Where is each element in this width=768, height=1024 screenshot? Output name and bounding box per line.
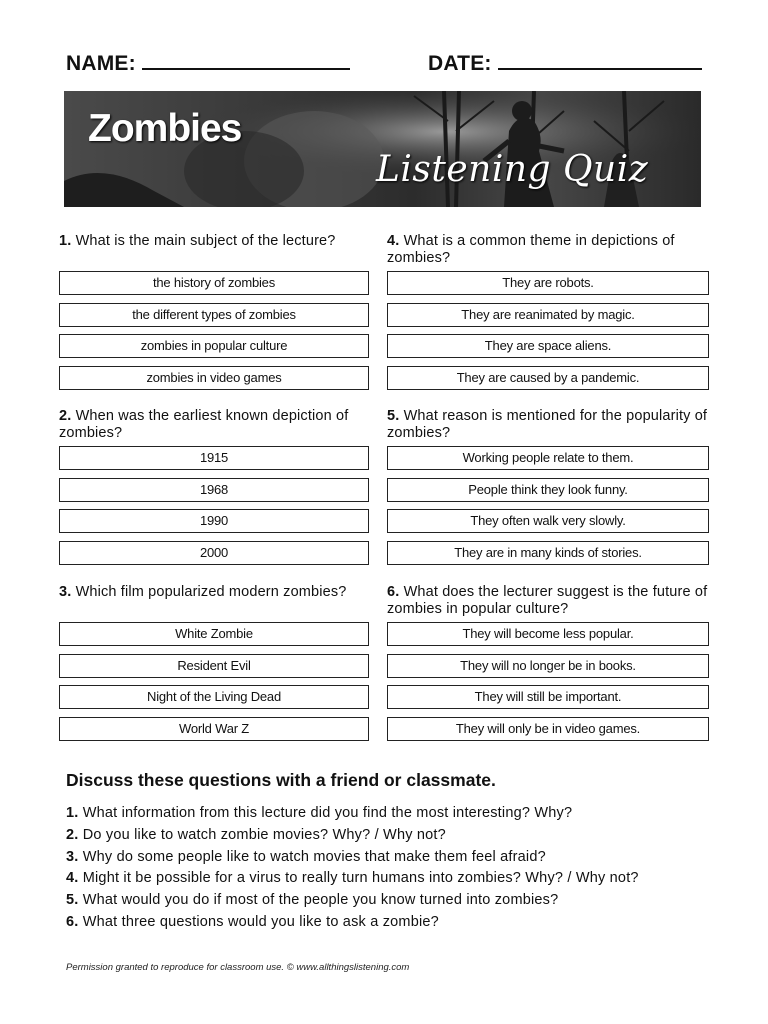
question-number: 5. — [387, 408, 400, 424]
question-prompt — [387, 584, 709, 618]
discussion-text: Why do some people like to watch movies that make them feel afraid? — [82, 848, 546, 865]
question-6 — [387, 584, 709, 748]
footer-permission: Permission granted to reproduce for classroom use. © www.allthingslistening.com — [66, 962, 410, 973]
date-label: DATE: — [428, 52, 492, 75]
discussion-number: 6. — [66, 913, 79, 930]
answer-option[interactable]: zombies in popular culture — [59, 334, 369, 358]
discussion-list — [66, 803, 726, 934]
banner-title: Zombies — [88, 107, 242, 150]
answer-option[interactable]: Working people relate to them. — [387, 446, 709, 470]
name-field[interactable] — [66, 50, 350, 76]
discussion-text: What information from this lecture did you find the most interesting? Why? — [82, 805, 573, 821]
answer-option[interactable]: 2000 — [59, 541, 369, 565]
question-text: What is the main subject of the lecture? — [75, 233, 336, 249]
discussion-item — [66, 868, 726, 890]
discussion-number: 5. — [66, 892, 79, 909]
discussion-title: Discuss these questions with a friend or classmate. — [66, 770, 496, 790]
question-prompt — [59, 408, 369, 442]
answer-option[interactable]: People think they look funny. — [387, 478, 709, 502]
discussion-item — [66, 803, 726, 825]
answer-option[interactable]: zombies in video games — [59, 366, 369, 390]
question-2 — [59, 408, 369, 572]
discussion-item — [66, 890, 726, 912]
question-prompt — [59, 233, 369, 267]
discussion-text: Might it be possible for a virus to really turn humans into zombies? Why? / Why not? — [82, 870, 639, 887]
question-text: What reason is mentioned for the popularity of zombies? — [387, 408, 708, 441]
answer-option[interactable]: They will still be important. — [387, 685, 709, 709]
date-field[interactable] — [428, 50, 702, 76]
question-text: What does the lecturer suggest is the future of zombies in popular culture? — [387, 584, 708, 617]
answer-option[interactable]: 1915 — [59, 446, 369, 470]
answer-option[interactable]: They will become less popular. — [387, 622, 709, 646]
answer-option[interactable]: They are caused by a pandemic. — [387, 366, 709, 390]
question-number: 1. — [59, 233, 72, 249]
question-prompt — [387, 233, 709, 267]
question-5 — [387, 408, 709, 572]
discussion-number: 4. — [66, 870, 79, 887]
answer-option[interactable]: They will no longer be in books. — [387, 654, 709, 678]
answer-option[interactable]: They are reanimated by magic. — [387, 303, 709, 327]
discussion-number: 1. — [66, 805, 79, 821]
discussion-item — [66, 825, 726, 847]
question-text: What is a common theme in depictions of zombies? — [387, 233, 675, 266]
question-text: When was the earliest known depiction of zombies? — [59, 408, 349, 441]
answer-option[interactable]: the history of zombies — [59, 271, 369, 295]
discussion-text: What three questions would you like to ask a zombie? — [82, 913, 439, 930]
discussion-text: What would you do if most of the people you know turned into zombies? — [82, 892, 559, 909]
discussion-number: 3. — [66, 848, 79, 865]
discussion-item — [66, 847, 726, 869]
answer-option[interactable]: the different types of zombies — [59, 303, 369, 327]
question-prompt — [387, 408, 709, 442]
answer-option[interactable]: World War Z — [59, 717, 369, 741]
question-prompt — [59, 584, 369, 618]
name-blank-line[interactable] — [142, 50, 350, 70]
question-4 — [387, 233, 709, 397]
answer-option[interactable]: They will only be in video games. — [387, 717, 709, 741]
question-number: 3. — [59, 584, 72, 600]
discussion-text: Do you like to watch zombie movies? Why? / Why not? — [82, 826, 446, 843]
question-number: 2. — [59, 408, 72, 424]
question-number: 4. — [387, 233, 400, 249]
discussion-item — [66, 912, 726, 934]
answer-option[interactable]: White Zombie — [59, 622, 369, 646]
answer-option[interactable]: Resident Evil — [59, 654, 369, 678]
answer-option[interactable]: 1990 — [59, 509, 369, 533]
question-3 — [59, 584, 369, 748]
banner-image — [64, 91, 701, 207]
discussion-number: 2. — [66, 826, 79, 843]
answer-option[interactable]: They often walk very slowly. — [387, 509, 709, 533]
banner-subtitle: Listening Quiz — [376, 149, 649, 190]
answer-option[interactable]: They are in many kinds of stories. — [387, 541, 709, 565]
answer-option[interactable]: They are robots. — [387, 271, 709, 295]
header-row — [66, 50, 706, 80]
answer-option[interactable]: They are space aliens. — [387, 334, 709, 358]
question-text: Which film popularized modern zombies? — [75, 584, 347, 600]
question-1 — [59, 233, 369, 397]
date-blank-line[interactable] — [498, 50, 702, 70]
answer-option[interactable]: 1968 — [59, 478, 369, 502]
answer-option[interactable]: Night of the Living Dead — [59, 685, 369, 709]
name-label: NAME: — [66, 52, 136, 75]
question-number: 6. — [387, 584, 400, 600]
